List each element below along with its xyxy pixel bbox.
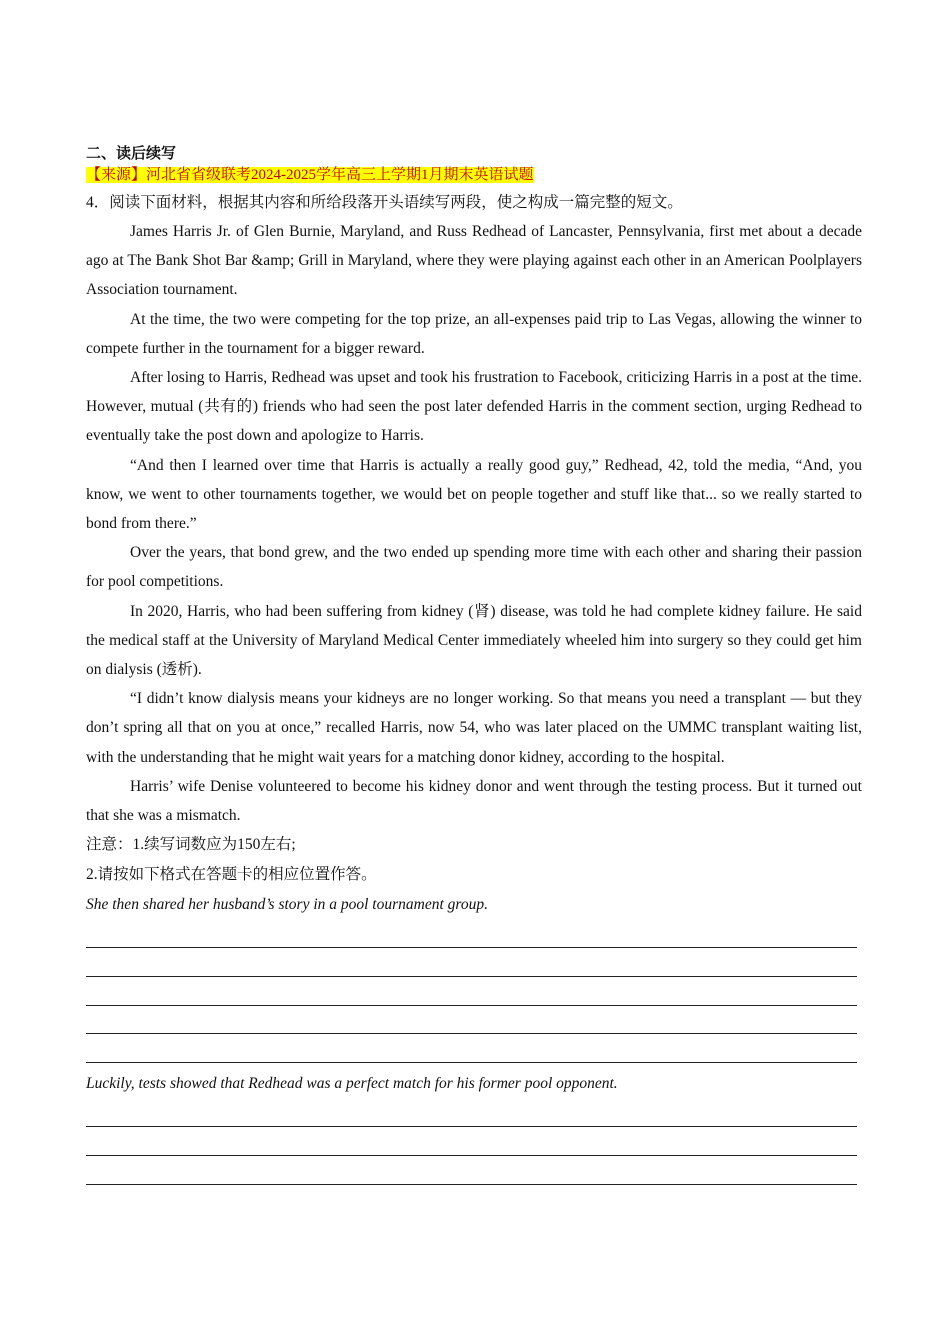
passage-paragraph-6: In 2020, Harris, who had been suffering from kidney (肾) disease, was told he had complete kidney failure. He said the medical staff at the University of Maryland Medical Center immediately wheeled him into surgery so they could get him on dialysis (透析). xyxy=(86,602,862,679)
answer-line[interactable] xyxy=(86,1156,857,1185)
section-title: 二、读后续写 xyxy=(86,144,177,162)
passage-paragraph-8: Harris’ wife Denise volunteered to become his kidney donor and went through the testing process. But it turned out that she was a mismatch. xyxy=(86,777,862,825)
passage-paragraph-4: “And then I learned over time that Harris is actually a really good guy,” Redhead, 42, told the media, “And, you know, we went to other tournaments together, we would bet on people together and stuff like that... so we really started to bond from there.” xyxy=(86,456,862,533)
answer-line[interactable] xyxy=(86,948,857,977)
answer-line[interactable] xyxy=(86,1034,857,1063)
passage xyxy=(86,217,862,830)
passage-paragraph-2: At the time, the two were competing for the top prize, an all-expenses paid trip to Las Vegas, allowing the winner to compete further in the tournament for a bigger reward. xyxy=(86,310,862,357)
answer-line[interactable] xyxy=(86,1098,857,1127)
answer-line[interactable] xyxy=(86,1006,857,1035)
passage-paragraph-5: Over the years, that bond grew, and the two ended up spending more time with each other and sharing their passion for pool competitions. xyxy=(86,544,862,591)
note-format: 2.请按如下格式在答题卡的相应位置作答。 xyxy=(86,866,377,884)
question-instruction: 4．阅读下面材料，根据其内容和所给段落开头语续写两段，使之构成一篇完整的短文。 xyxy=(86,194,683,211)
answer-lines-1 xyxy=(86,919,862,1063)
answer-lines-2 xyxy=(86,1098,862,1184)
answer-line[interactable] xyxy=(86,919,857,948)
passage-paragraph-3: After losing to Harris, Redhead was upset and took his frustration to Facebook, criticizing Harris in a post at the time. However, mutual (共有的) friends who had seen the post later defended Harris in the comment section, urging Redhead to eventually take the post down and apologize to Harris. xyxy=(86,369,862,445)
continuation-prompt-2: Luckily, tests showed that Redhead was a perfect match for his former pool opponent. xyxy=(86,1075,618,1093)
answer-line[interactable] xyxy=(86,1127,857,1156)
passage-paragraph-7: “I didn’t know dialysis means your kidneys are no longer working. So that means you need a transplant — but they don’t spring all that on you at once,” recalled Harris, now 54, who was later placed on the UMMC transplant waiting list, with the understanding that he might wait years for a matching donor kidney, according to the hospital. xyxy=(86,690,862,766)
continuation-prompt-1: She then shared her husband’s story in a pool tournament group. xyxy=(86,896,488,914)
source-line xyxy=(86,164,862,186)
source-highlight: 【来源】河北省省级联考2024-2025学年高三上学期1月期末英语试题 xyxy=(86,167,534,183)
document-page xyxy=(86,142,862,1191)
answer-line[interactable] xyxy=(86,977,857,1006)
note-word-count: 注意：1.续写词数应为150左右; xyxy=(86,836,296,854)
passage-paragraph-1: James Harris Jr. of Glen Burnie, Maryland, and Russ Redhead of Lancaster, Pennsylvania, first met about a decade ago at The Bank Shot Bar &amp; Grill in Maryland, where they were playing against each other in an American Poolplayers Association tournament. xyxy=(86,223,862,299)
